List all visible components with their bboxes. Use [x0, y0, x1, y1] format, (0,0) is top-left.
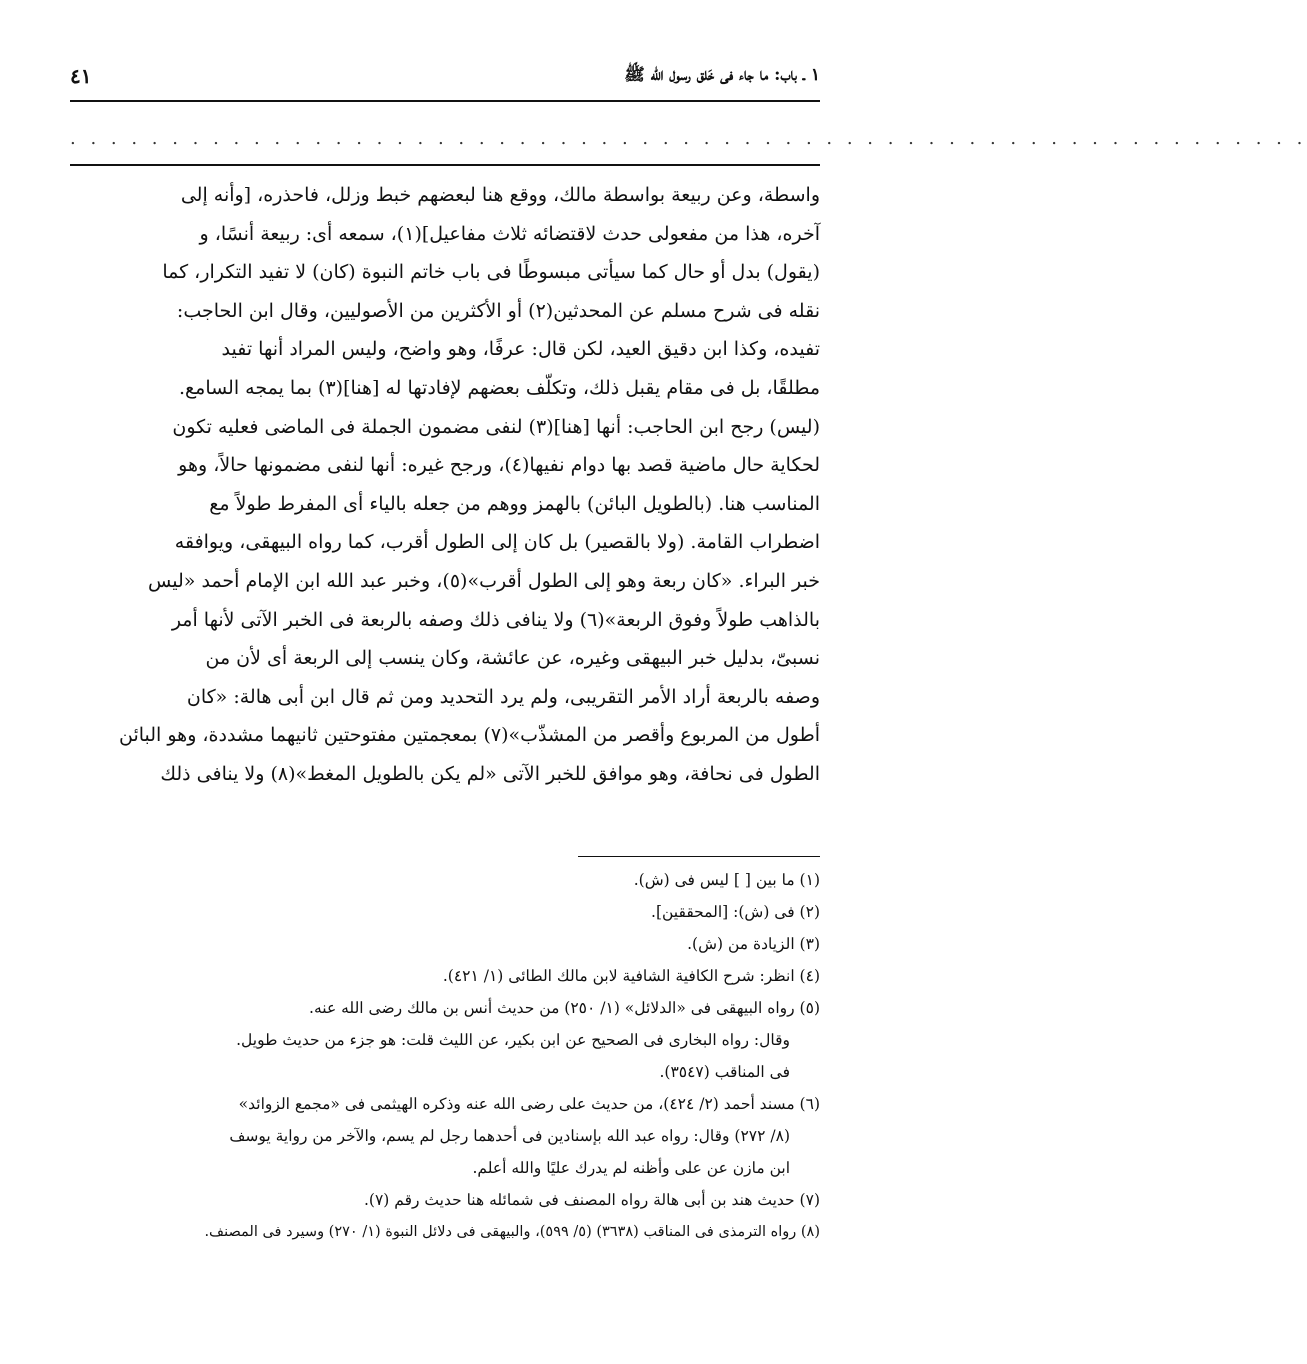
body-line: تفيده، وكذا ابن دقيق العيد، لكن قال: عرفًا، وهو واضح، وليس المراد أنها تفيد: [221, 338, 820, 361]
footnote-4: (٤) انظر: شرح الكافية الشافية لابن مالك الطائى (١/ ٤٢١).: [442, 967, 820, 985]
footnote-5-continuation: وقال: رواه البخارى فى الصحيح عن ابن بكير، عن الليث قلت: هو جزء من حديث طويل.: [236, 1031, 790, 1049]
running-head: ١ ـ باب: ما جاء فى خَلق رسول الله ﷺ: [624, 64, 820, 85]
separator-rule: [70, 164, 820, 166]
footnote-1: (١) ما بين [ ] ليس فى (ش).: [633, 871, 820, 889]
footnotes: [70, 864, 820, 1248]
body-text: [70, 176, 820, 794]
body-line: الطول فى نحافة، وهو موافق للخبر الآتى «لم يكن بالطويل المغط»(٨) ولا ينافى ذلك: [160, 762, 820, 785]
page-header: [70, 58, 820, 94]
footnote-rule: [578, 856, 820, 857]
body-line: خبر البراء. «كان ربعة وهو إلى الطول أقرب»(٥)، وخبر عبد الله ابن الإمام أحمد «ليس: [148, 569, 820, 592]
body-line: المناسب هنا. (بالطويل البائن) بالهمز ووهم من جعله بالياء أى المفرط طولاً مع: [209, 492, 820, 515]
body-line: اضطراب القامة. (ولا بالقصير) بل كان إلى الطول أقرب، كما رواه البيهقى، ويوافقه: [174, 531, 820, 554]
body-line: بالذاهب طولاً وفوق الربعة»(٦) ولا ينافى ذلك وصفه بالربعة فى الخبر الآتى لأنها أمر: [171, 608, 820, 631]
footnote-6-continuation: (٨/ ٢٧٢) وقال: رواه عبد الله بإسنادين فى أحدهما رجل لم يسم، والآخر من رواية يوسف: [229, 1127, 790, 1145]
body-line: نسبىّ، بدليل خبر البيهقى وغيره، عن عائشة، وكان ينسب إلى الربعة أى لأن من: [205, 647, 820, 670]
body-line: وصفه بالربعة أراد الأمر التقريبى، ولم يرد التحديد ومن ثم قال ابن أبى هالة: «كان: [186, 685, 820, 708]
page-number: ٤١: [70, 64, 92, 88]
body-line: (يقول) بدل أو حال كما سيأتى مبسوطًا فى باب خاتم النبوة (كان) لا تفيد التكرار، كما: [162, 261, 820, 284]
body-line: لحكاية حال ماضية قصد بها دوام نفيها(٤)، ورجح غيره: أنها لنفى مضمونها حالاً، وهو: [178, 454, 820, 477]
footnote-8: (٨) رواه الترمذى فى المناقب (٣٦٣٨) (٥/ ٥٩٩)، والبيهقى فى دلائل النبوة (١/ ٢٧٠) وسيرد فى المصنف.: [204, 1224, 820, 1240]
body-line: آخره، هذا من مفعولى حدث لاقتضائه ثلاث مفاعيل](١)، سمعه أى: ربيعة أنسًا، و: [199, 222, 820, 245]
footnote-6-continuation: ابن مازن عن على وأظنه لم يدرك عليًا والله أعلم.: [472, 1159, 790, 1177]
footnote-5-continuation: فى المناقب (٣٥٤٧).: [659, 1063, 790, 1081]
body-line: مطلقًا، بل فى مقام يقبل ذلك، وتكلّف بعضهم لإفادتها له [هنا](٣) بما يمجه السامع.: [178, 376, 820, 399]
footnote-2: (٢) فى (ش): [المحققين].: [651, 903, 820, 921]
footnote-3: (٣) الزيادة من (ش).: [687, 935, 820, 953]
body-line: نقله فى شرح مسلم عن المحدثين(٢) أو الأكثرين من الأصوليين، وقال ابن الحاجب:: [176, 299, 820, 322]
body-line: واسطة، وعن ربيعة بواسطة مالك، ووقع هنا لبعضهم خبط وزلل، فاحذره، [وأنه إلى: [180, 184, 820, 206]
body-line: أطول من المربوع وأقصر من المشذّب»(٧) بمعجمتين مفتوحتين ثانيهما مشددة، وهو البائن: [118, 724, 820, 747]
footnote-5: (٥) رواه البيهقى فى «الدلائل» (١/ ٢٥٠) من حديث أنس بن مالك رضى الله عنه.: [309, 999, 820, 1017]
body-line: (ليس) رجح ابن الحاجب: أنها [هنا](٣) لنفى مضمون الجملة فى الماضى فعليه تكون: [172, 415, 820, 438]
header-rule: [70, 100, 820, 102]
dotted-separator: . . . . . . . . . . . . . . . . . . . . . . . . . . . . . . . . . . . . . . . . . . . . . . . . . . . . . . . . . . . . .: [70, 128, 1307, 149]
footnote-7: (٧) حديث هند بن أبى هالة رواه المصنف فى شمائله هنا حديث رقم (٧).: [363, 1191, 820, 1209]
footnote-6: (٦) مسند أحمد (٢/ ٤٢٤)، من حديث على رضى الله عنه وذكره الهيثمى فى «مجمع الزوائد»: [238, 1095, 820, 1113]
